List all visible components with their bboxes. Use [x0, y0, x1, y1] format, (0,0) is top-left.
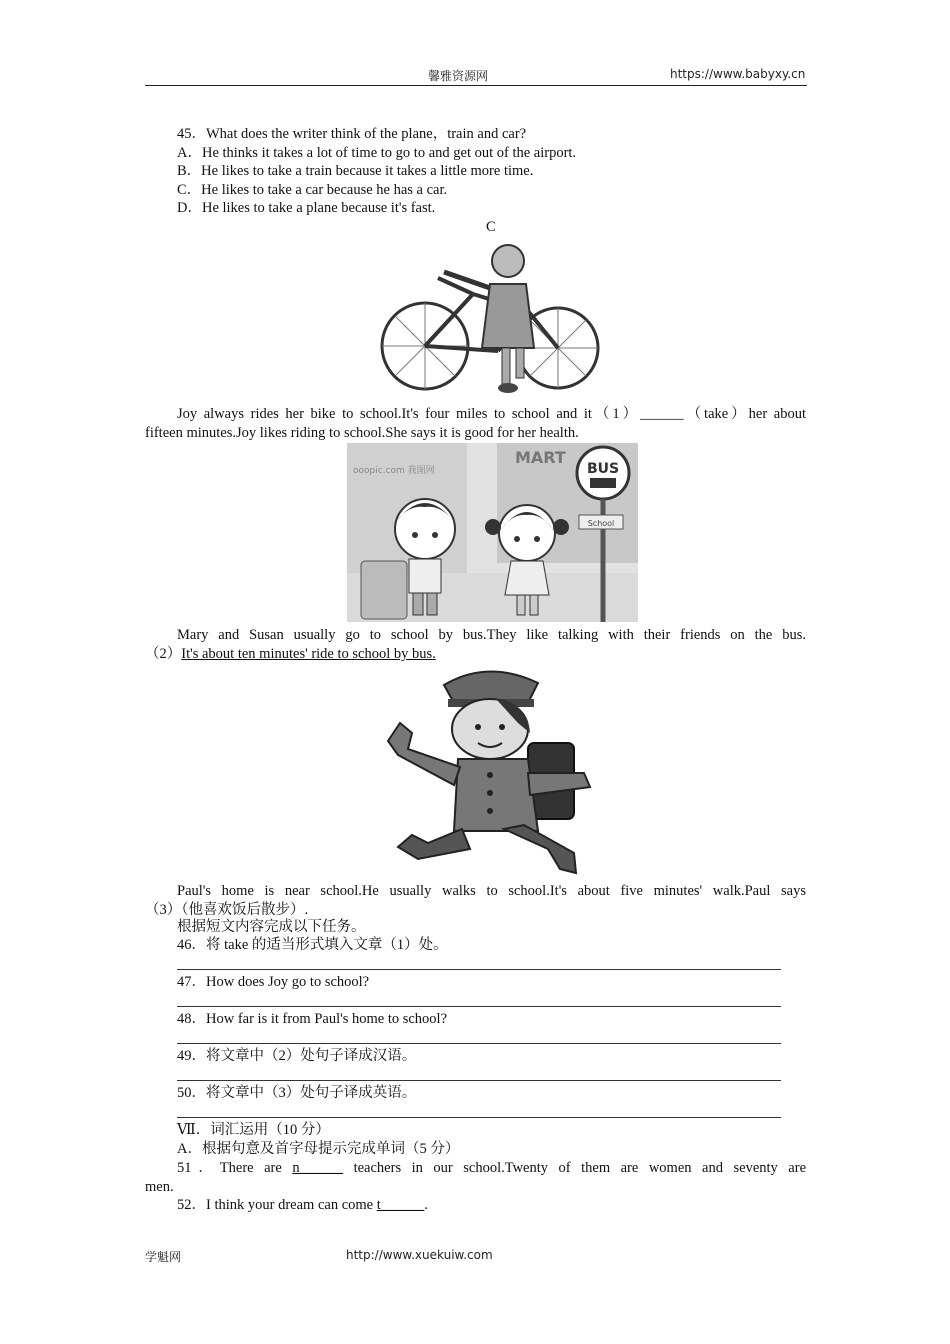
task-q50: 50．将文章中（3）处句子译成英语。 [177, 1085, 417, 1101]
vocab-section-title: Ⅶ．词汇运用（10 分） [177, 1122, 330, 1138]
passage-p3-line1: Paul's home is near school.He usually walks to school.It's about five minutes' walk.Paul says [177, 883, 806, 899]
task-q46: 46．将 take 的适当形式填入文章（1）处。 [177, 937, 448, 953]
q51-text-b: teachers in our school.Twenty of them are women and seventy are [343, 1160, 806, 1176]
q52-text-b: . [424, 1197, 428, 1213]
girl-with-bike-illustration [378, 236, 603, 398]
footer-url[interactable]: http://www.xuekuiw.com [346, 1248, 493, 1262]
passage-p2-prefix: （2） [145, 646, 182, 662]
header-site: 馨雅资源网 [428, 69, 489, 83]
passage-p2-line2 [145, 645, 436, 663]
header-rule [145, 85, 807, 86]
task-q48: 48．How far is it from Paul's home to school? [177, 1011, 448, 1027]
vocab-part-a-title: A．根据句意及首字母提示完成单词（5 分） [177, 1141, 460, 1157]
task-q49: 49．将文章中（2）处句子译成汉语。 [177, 1048, 417, 1064]
header-url[interactable]: https://www.babyxy.cn [670, 67, 806, 81]
passage-p1-line2: fifteen minutes.Joy likes riding to school.She says it is good for her health. [145, 425, 579, 441]
q45-option-c: C．He likes to take a car because he has a car. [177, 182, 448, 198]
passage-p3-line2: （3）（他喜欢饭后散步）. [145, 902, 309, 918]
q52-text-a: 52．I think your dream can come [177, 1197, 377, 1213]
passage-p2-underlined-sentence: It's about ten minutes' ride to school by bus. [181, 646, 436, 662]
q50-answer-line[interactable] [177, 1117, 781, 1118]
q46-answer-line[interactable] [177, 969, 781, 970]
running-boy-illustration [378, 663, 603, 879]
section-c-label: C [486, 219, 496, 235]
q51-blank[interactable]: n______ [292, 1160, 344, 1176]
q49-answer-line[interactable] [177, 1080, 781, 1081]
q45-option-a: A．He thinks it takes a lot of time to go to and get out of the airport. [177, 145, 577, 161]
q48-answer-line[interactable] [177, 1043, 781, 1044]
vocab-q51-line2: men. [145, 1179, 174, 1195]
vocab-q52 [177, 1196, 428, 1214]
footer-site: 学魁网 [145, 1250, 182, 1264]
q51-text-a: 51．There are [177, 1160, 293, 1176]
task-intro: 根据短文内容完成以下任务。 [177, 919, 366, 935]
school-sign-text: School [587, 519, 615, 528]
q45-stem: 45．What does the writer think of the plane，train and car? [177, 126, 527, 142]
passage-p2-line1: Mary and Susan usually go to school by bus.They like talking with their friends on the bus. [177, 627, 806, 643]
mart-sign-text: MART [515, 448, 566, 467]
q52-blank[interactable]: t______ [376, 1197, 425, 1213]
passage-p1-line1: Joy always rides her bike to school.It's four miles to school and it（1）______（take）her about [177, 406, 806, 422]
watermark-text: ooopic.com 我图网 [353, 466, 435, 476]
bus-sign-text: BUS [586, 461, 620, 477]
q45-option-d: D．He likes to take a plane because it's fast. [177, 200, 436, 216]
vocab-q51-line1 [177, 1159, 806, 1177]
bus-stop-illustration [347, 443, 638, 622]
q47-answer-line[interactable] [177, 1006, 781, 1007]
task-q47: 47．How does Joy go to school? [177, 974, 370, 990]
q45-option-b: B．He likes to take a train because it takes a little more time. [177, 163, 534, 179]
